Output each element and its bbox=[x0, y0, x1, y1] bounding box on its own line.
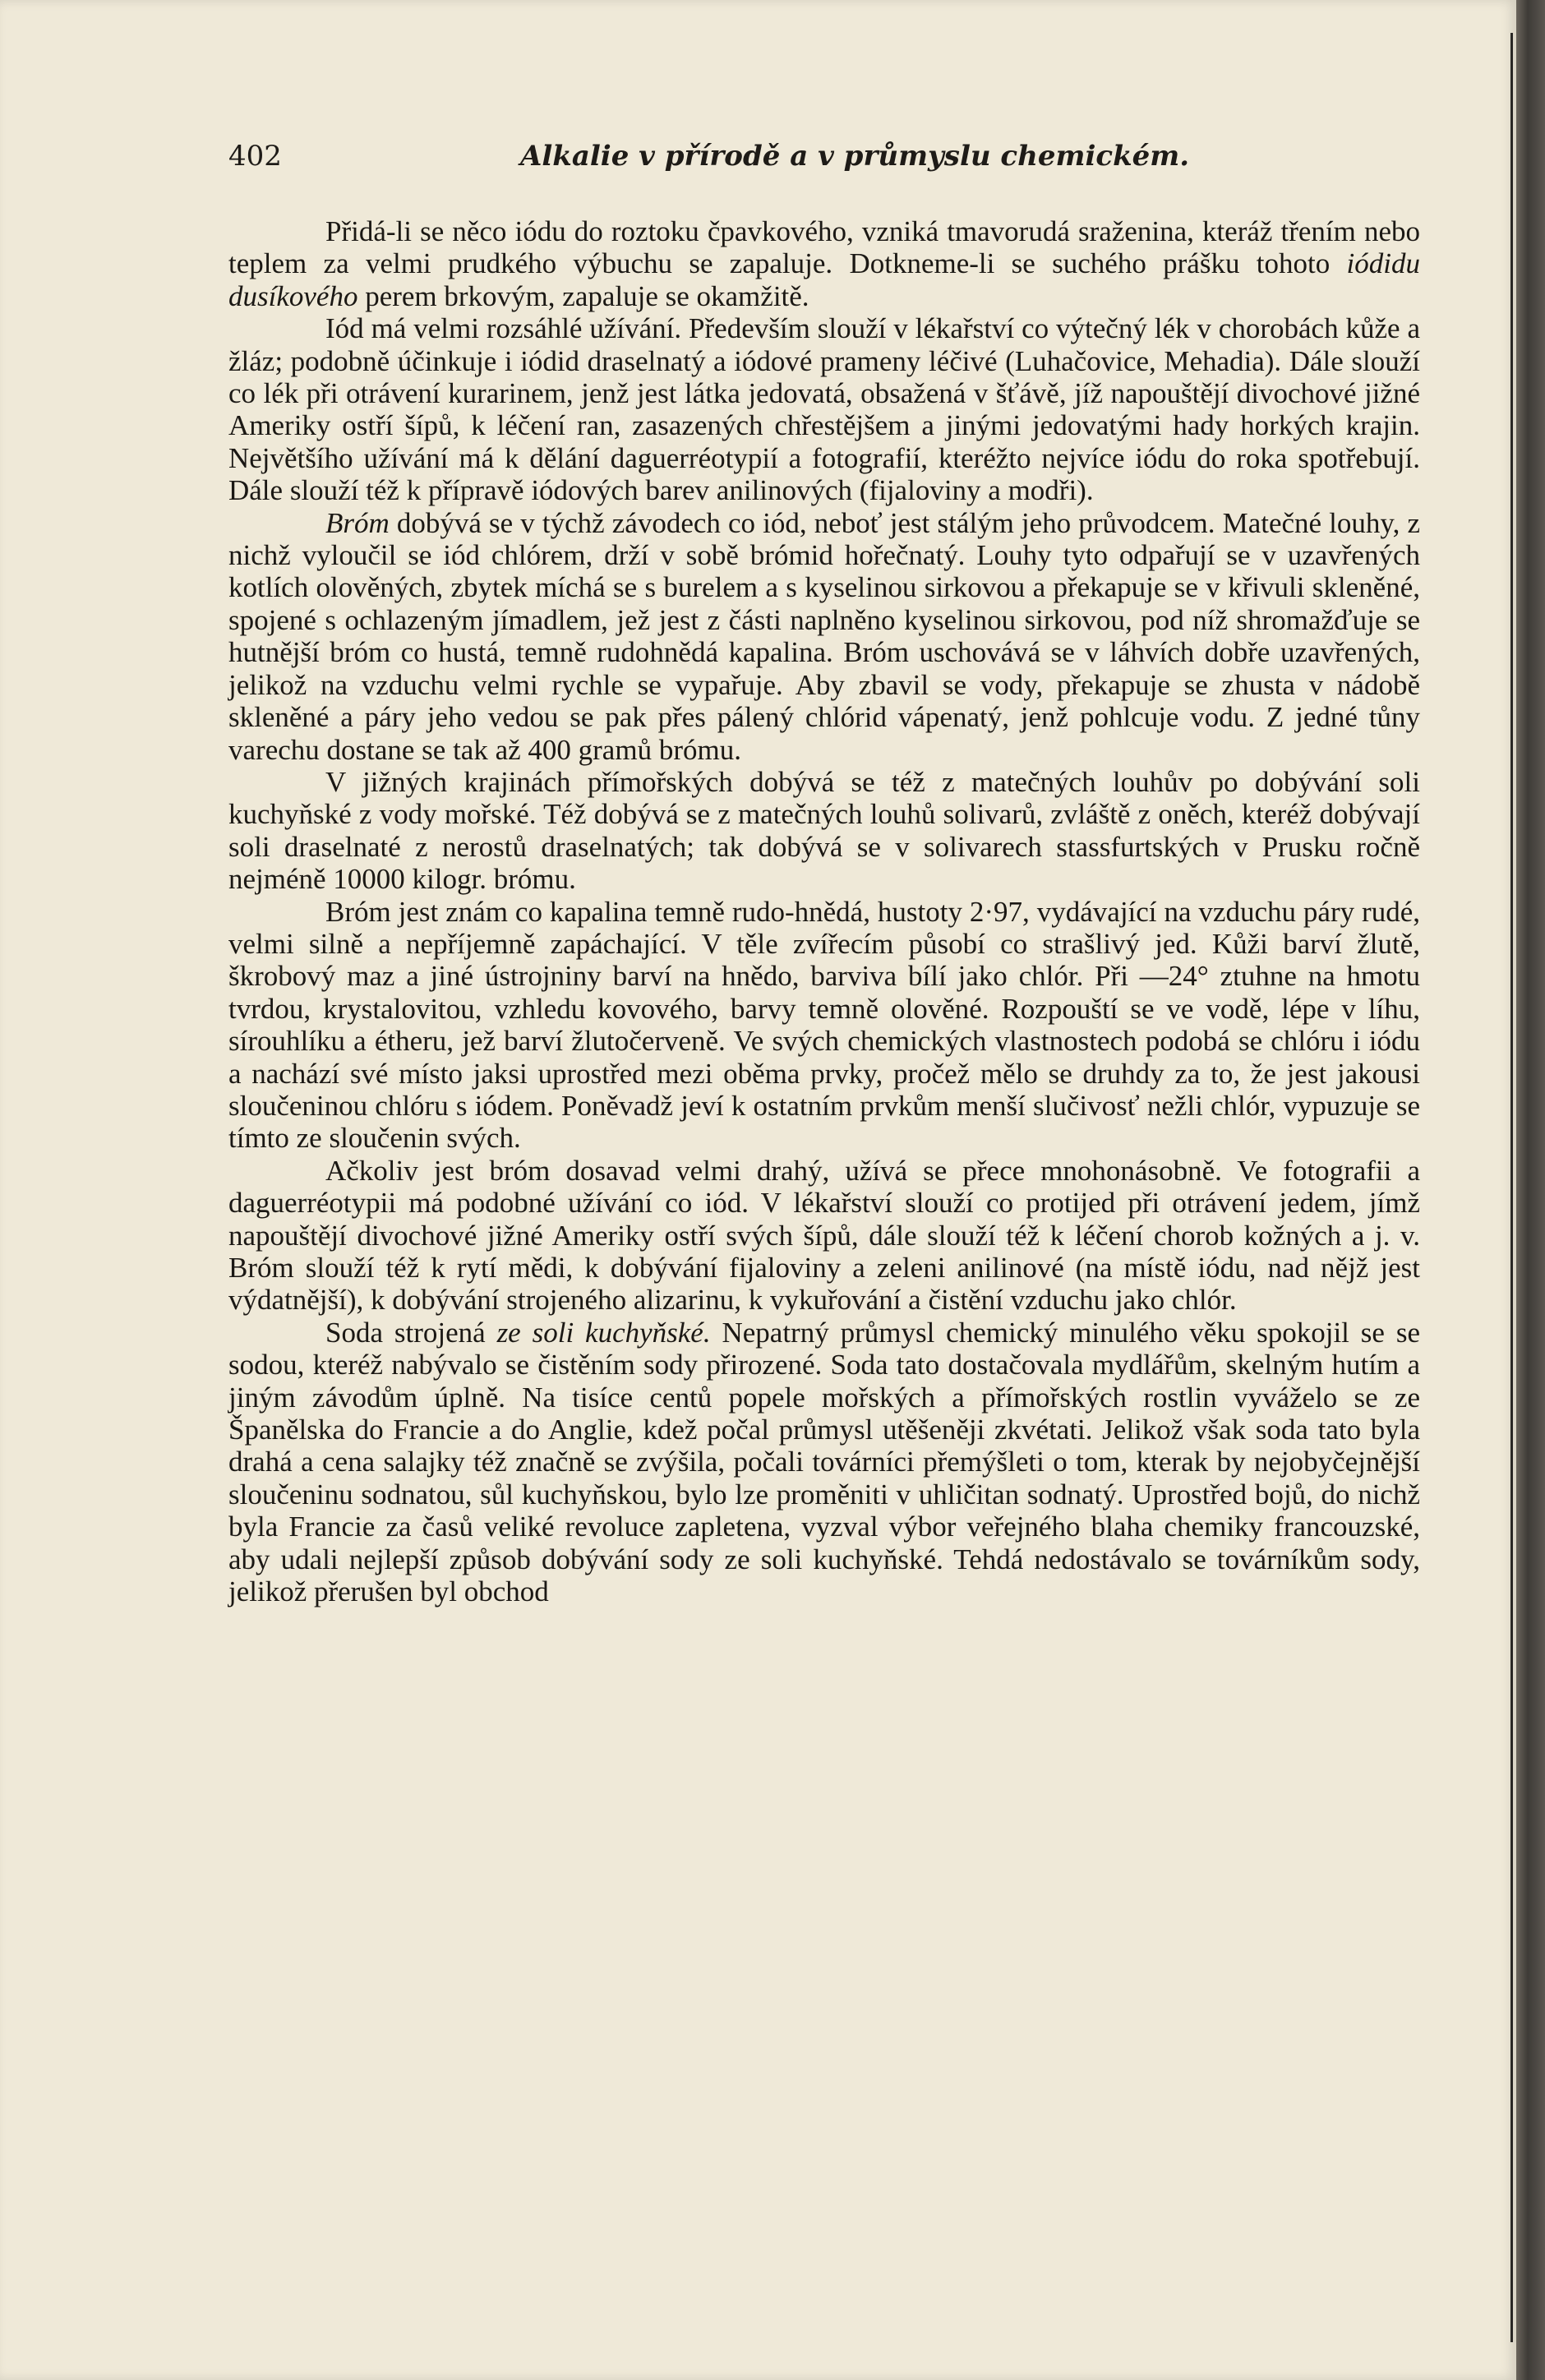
page-edge-line bbox=[1510, 33, 1513, 2342]
running-title: Alkalie v přírodě a v průmyslu chemickém. bbox=[520, 140, 1190, 173]
paragraph-text: Bróm jest znám co kapalina temně rudo-hnědá, hustoty 2·97, vydávající na vzduchu páry rudé, velmi silně a nepříjemně zapáchající. V těle zvířecím působí co strašlivý jed. Kůži barví žlutě, škrobový maz a jiné ústrojniny barví na hnědo, barviva bílí jako chlór. Při —24° ztuhne na hmotu tvrdou, krystalovitou, vzhledu kovového, barvy temně olověné. Rozpouští se ve vodě, lépe v líhu, sírouhlíku a étheru, jež barví žlutočerveně. Ve svých chemických vlastnostech podobá se chlóru i iódu a nachází své místo jaksi uprostřed mezi oběma prvky, pročež mělo se druhdy za to, že jest jakousi sloučeninou chlóru s iódem. Poněvadž jeví k ostatním prvkům menší slučivosť nežli chlór, vypuzuje se tímto ze sloučenin svých. bbox=[228, 895, 1420, 1155]
page-number: 402 bbox=[228, 140, 282, 173]
paragraph-text: Přidá-li se něco iódu do roztoku čpavkového, vzniká tmavorudá sraženina, kteráž třením nebo teplem za velmi prudkého výbuchu se zapaluje. Dotkneme-li se suchého prášku tohoto bbox=[228, 215, 1420, 280]
paragraph-iodine-uses bbox=[228, 312, 1420, 506]
paragraph-bromine-production bbox=[228, 507, 1420, 766]
page-header bbox=[228, 140, 1437, 181]
paragraph-soda bbox=[228, 1317, 1420, 1608]
body-text bbox=[228, 215, 1420, 1607]
paragraph-text-tail: Nepatrný průmysl chemický minulého věku spokojil se se sodou, kteréž nabývalo se čistěním sody přirozené. Soda tato dostačovala mydlářům, skelným hutím a jiným závodům úplně. Na tisíce centů popele mořských a přímořských rostlin vyváželo se ze Španělska do Francie a do Anglie, kdež počal průmysl utěšeněji zkvétati. Jelikož však soda tato byla drahá a cena salajky též značně se zvýšila, počali továrníci přemýšleti o tom, kterak by nejobyčejnější sloučeninu sodnatou, sůl kuchyňskou, bylo lze proměniti v uhličitan sodnatý. Uprostřed bojů, do nichž byla Francie za časů veliké revoluce zapletena, vyzval výbor veřejného blaha chemiky francouzské, aby udali nejlepší způsob dobývání sody ze soli kuchyňské. Tehdá nedostávalo se továrníkům sody, jelikož přerušen byl obchod bbox=[228, 1316, 1420, 1608]
paragraph-text: Soda strojená bbox=[325, 1316, 497, 1349]
paragraph-bromine-sources bbox=[228, 766, 1420, 896]
paragraph-emphasis: Bróm bbox=[325, 506, 390, 539]
paragraph-ammonia-iodide bbox=[228, 215, 1420, 312]
paragraph-emphasis: iódidu dusíkového bbox=[228, 247, 1420, 312]
paragraph-text: Iód má velmi rozsáhlé užívání. Především slouží v lékařství co výtečný lék v chorobách kůže a žláz; podobně účinkuje i iódid draselnatý a iódové prameny léčivé (Luhačovice, Mehadia). Dále slouží co lék při otrávení kurarinem, jenž jest látka jedovatá, obsažená v šťávě, jíž napouštějí divochové jižné Ameriky ostří šípů, k léčení ran, zasazených chřestějšem a jinými jedovatými hady horkých krajin. Největšího užívání má k dělání daguerréotypií a fotografií, kteréžto nejvíce iódu do roka spotřebují. Dále slouží též k přípravě iódových barev anilinových (fijaloviny a modři). bbox=[228, 312, 1420, 507]
paragraph-bromine-properties bbox=[228, 896, 1420, 1155]
paragraph-text-tail: perem brkovým, zapaluje se okamžitě. bbox=[357, 279, 809, 312]
paragraph-emphasis: ze soli kuchyňské. bbox=[496, 1316, 711, 1349]
paragraph-text: V jižných krajinách přímořských dobývá se též z matečných louhův po dobývání soli kuchyňské z vody mořské. Též dobývá se z matečných louhů solivarů, zvláště z oněch, kteréž dobývají soli draselnaté z nerostů draselnatých; tak dobývá se v solivarech stassfurtských v Prusku ročně nejméně 10000 kilogr. brómu. bbox=[228, 765, 1420, 896]
page-binding-edge bbox=[1516, 0, 1545, 2380]
paragraph-text: Ačkoliv jest bróm dosavad velmi drahý, užívá se přece mnohonásobně. Ve fotografii a daguerréotypii má podobné užívání co iód. V lékařství slouží co protijed při otrávení jedem, jímž napouštějí divochové jižné Ameriky ostří svých šípů, dále slouží též k léčení chorob kožných a j. v. Bróm slouží též k rytí mědi, k dobývání fijaloviny a zeleni anilinové (na místě iódu, nad nějž jest výdatnější), k dobývání strojeného alizarinu, k vykuřování a čistění vzduchu jako chlór. bbox=[228, 1154, 1420, 1317]
paragraph-text-tail: dobývá se v týchž závodech co iód, neboť jest stálým jeho průvodcem. Matečné louhy, z nichž vyloučil se iód chlórem, drží v sobě brómid hořečnatý. Louhy tyto odpařují se v uzavřených kotlích olověných, zbytek míchá se s burelem a s kyselinou sirkovou a překapuje se v křivuli skleněné, spojené s ochlazeným jímadlem, jež jest z části naplněno kyselinou sirkovou, pod níž shromažďuje se hutnější bróm co hustá, temně rudohnědá kapalina. Bróm uschovává se v láhvích dobře uzavřených, jelikož na vzduchu velmi rychle se vypařuje. Aby zbavil se vody, překapuje se zhusta v nádobě skleněné a páry jeho vedou se pak přes pálený chlórid vápenatý, jenž pohlcuje vodu. Z jedné tůny varechu dostane se tak až 400 gramů brómu. bbox=[228, 506, 1420, 766]
paragraph-bromine-uses bbox=[228, 1155, 1420, 1317]
